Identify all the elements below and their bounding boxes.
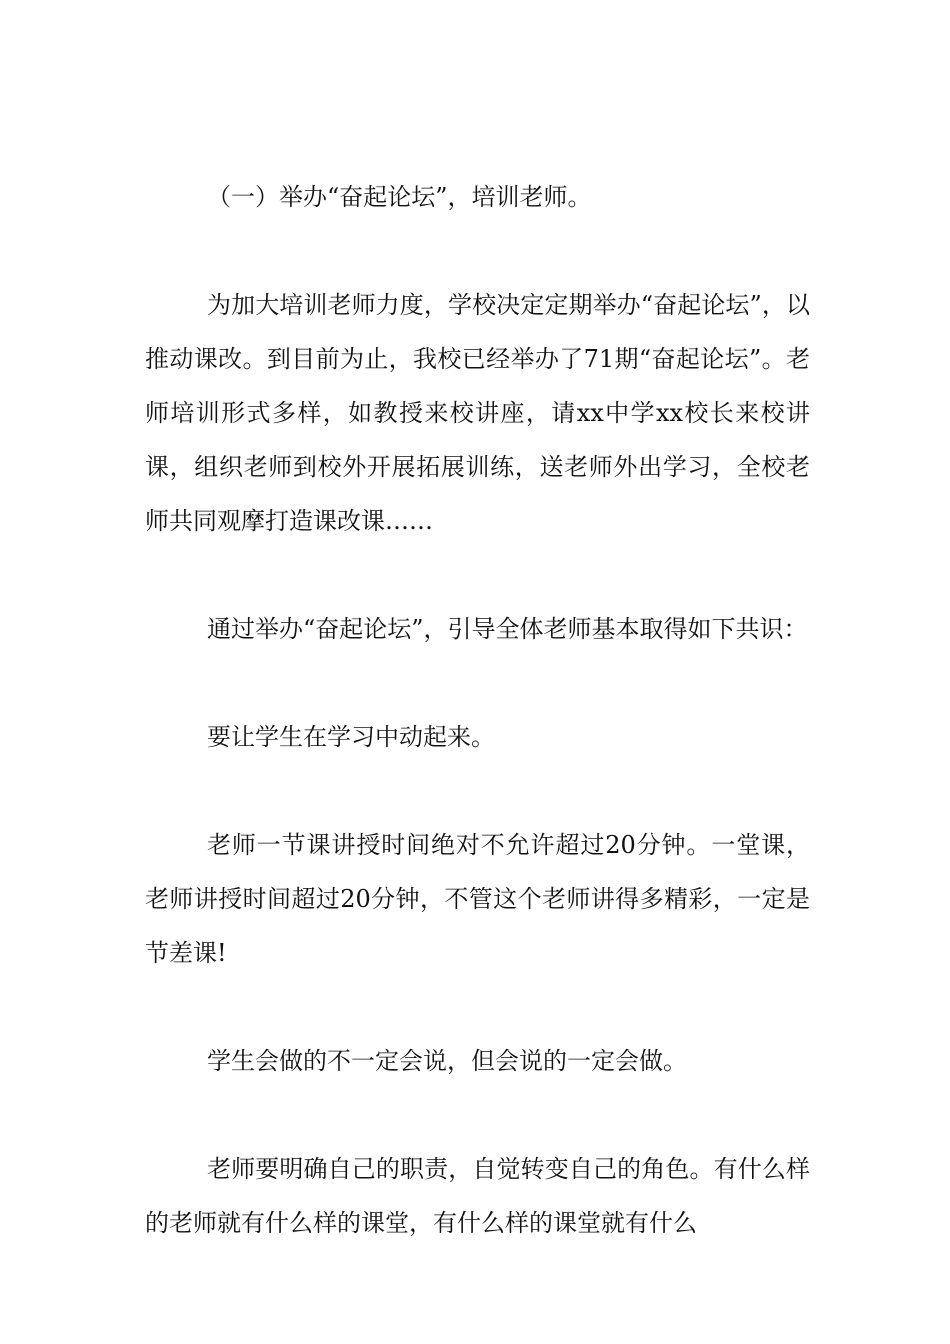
- paragraph-lecture-time-limit: 老师一节课讲授时间绝对不允许超过20分钟。一堂课，老师讲授时间超过20分钟，不管这个老师讲得多精彩，一定是节差课!: [145, 831, 810, 967]
- section-heading: （一）举办“奋起论坛”，培训老师。: [207, 183, 592, 211]
- paragraph-do-and-say: 学生会做的不一定会说，但会说的一定会做。: [207, 1047, 687, 1075]
- paragraph-training-forum: 为加大培训老师力度，学校决定定期举办“奋起论坛”，以推动课改。到目前为止，我校已经举办了71期“奋起论坛”。老师培训形式多样，如教授来校讲座，请xx中学xx校长来校讲课，组织老师到校外开展拓展训练，送老师外出学习，全校老师共同观摩打造课改课……: [145, 291, 810, 535]
- document-body: [145, 170, 810, 1304]
- paragraph-teacher-role: 老师要明确自己的职责，自觉转变自己的角色。有什么样的老师就有什么样的课堂，有什么样的课堂就有什么: [145, 1155, 810, 1237]
- paragraph-consensus-intro: 通过举办“奋起论坛”，引导全体老师基本取得如下共识：: [207, 615, 808, 643]
- paragraph-students-active: 要让学生在学习中动起来。: [207, 723, 495, 751]
